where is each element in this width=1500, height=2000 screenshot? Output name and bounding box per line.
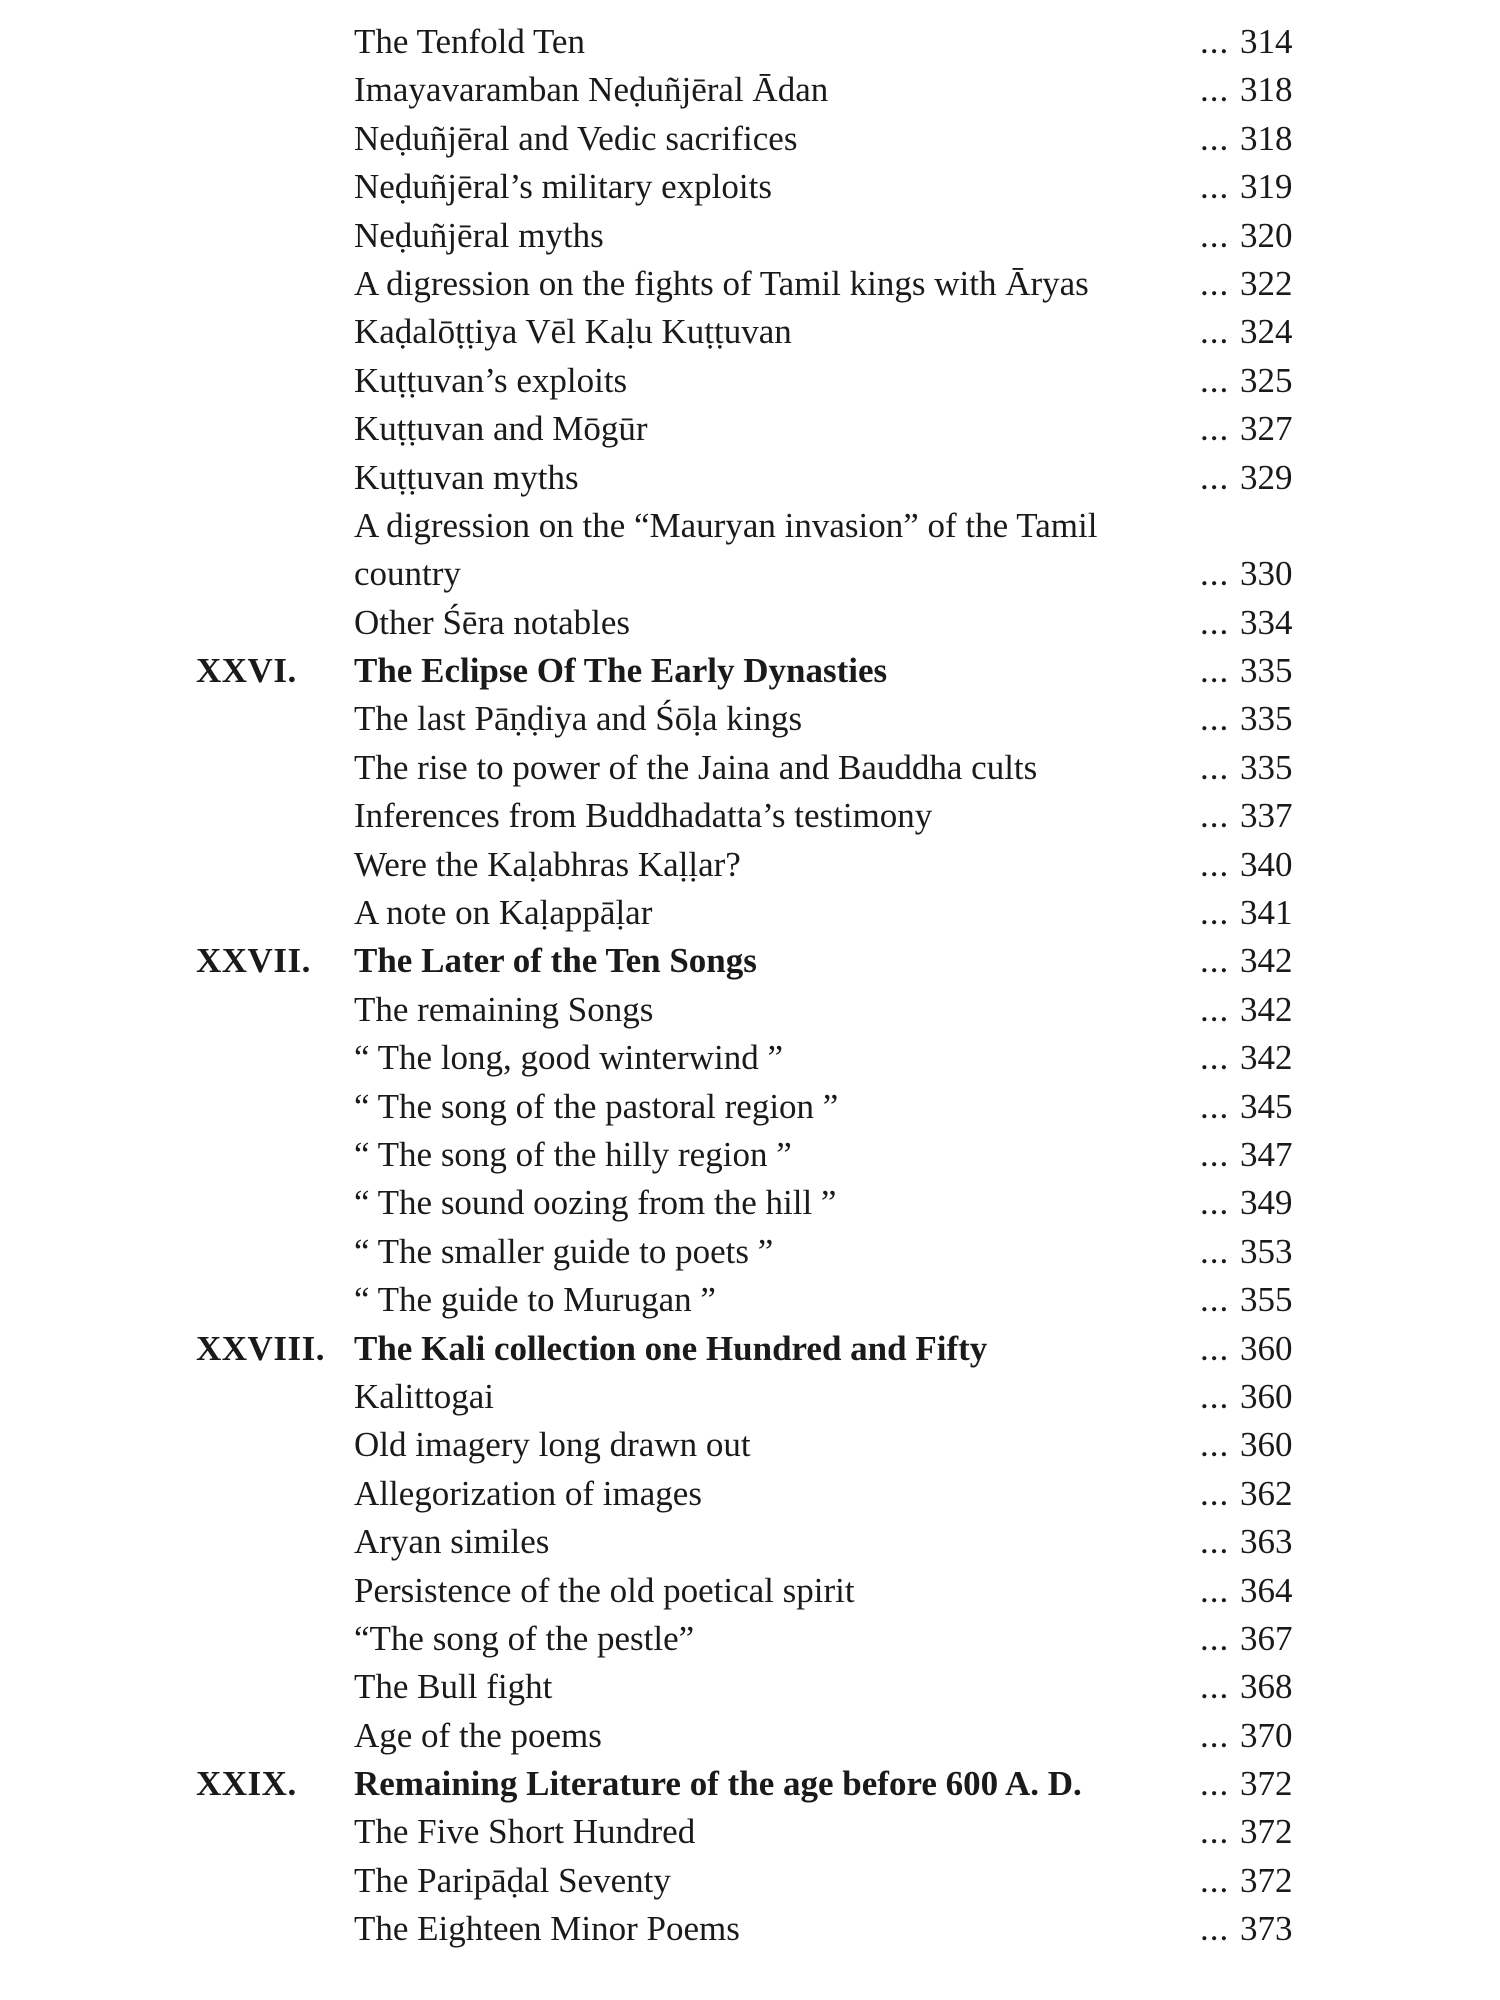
toc-entry-row bbox=[0, 502, 1500, 599]
section-title: Allegorization of images bbox=[354, 1473, 702, 1513]
page-ref bbox=[1200, 115, 1293, 163]
page-ref bbox=[1200, 1083, 1293, 1131]
dot-leader: ... bbox=[1200, 1764, 1230, 1804]
section-title: A digression on the fights of Tamil kings with Āryas bbox=[354, 263, 1089, 303]
section-title: Imayavaramban Neḍuñjēral Ādan bbox=[354, 70, 829, 110]
toc-entry-row bbox=[0, 1373, 1500, 1421]
section-title: Other Śēra notables bbox=[354, 602, 631, 642]
page-number: 320 bbox=[1240, 215, 1293, 255]
page-number: 368 bbox=[1240, 1667, 1293, 1707]
page-number: 335 bbox=[1240, 699, 1293, 739]
dot-leader: ... bbox=[1200, 167, 1230, 207]
toc-entry-row bbox=[0, 841, 1500, 889]
section-title: The remaining Songs bbox=[354, 989, 654, 1029]
toc-entry-row bbox=[0, 1712, 1500, 1760]
toc-entry-row bbox=[0, 1567, 1500, 1615]
page-number: 363 bbox=[1240, 1522, 1293, 1562]
section-title: Kalittogai bbox=[354, 1376, 494, 1416]
toc-entry-row bbox=[0, 599, 1500, 647]
page-ref bbox=[1200, 744, 1293, 792]
page-number: 325 bbox=[1240, 360, 1293, 400]
page-number: 360 bbox=[1240, 1425, 1293, 1465]
toc-entry-row bbox=[0, 986, 1500, 1034]
dot-leader: ... bbox=[1200, 70, 1230, 110]
dot-leader: ... bbox=[1200, 1667, 1230, 1707]
section-title: Kuṭṭuvan’s exploits bbox=[354, 360, 628, 400]
dot-leader: ... bbox=[1200, 1618, 1230, 1658]
chapter-heading-row bbox=[0, 937, 1500, 985]
page-number: 353 bbox=[1240, 1231, 1293, 1271]
dot-leader: ... bbox=[1200, 1038, 1230, 1078]
chapter-heading-row bbox=[0, 1325, 1500, 1373]
page-ref bbox=[1200, 599, 1293, 647]
page-number: 335 bbox=[1240, 651, 1293, 691]
toc-entry-row bbox=[0, 695, 1500, 743]
toc-entry-row bbox=[0, 260, 1500, 308]
toc-entry-row bbox=[0, 889, 1500, 937]
page-number: 329 bbox=[1240, 457, 1293, 497]
page-ref bbox=[1200, 1663, 1293, 1711]
page-ref bbox=[1200, 1760, 1293, 1808]
toc-entry-row bbox=[0, 308, 1500, 356]
page-number: 367 bbox=[1240, 1618, 1293, 1658]
dot-leader: ... bbox=[1200, 699, 1230, 739]
section-title: “The song of the pestle” bbox=[354, 1618, 695, 1658]
page-ref bbox=[1200, 405, 1293, 453]
page-number: 318 bbox=[1240, 70, 1293, 110]
page-number: 342 bbox=[1240, 989, 1293, 1029]
section-title: The last Pāṇḍiya and Śōḷa kings bbox=[354, 699, 803, 739]
section-title: “ The sound oozing from the hill ” bbox=[354, 1183, 837, 1223]
chapter-title: Remaining Literature of the age before 600 A. D. bbox=[354, 1764, 1082, 1804]
dot-leader: ... bbox=[1200, 554, 1230, 594]
page-number: 372 bbox=[1240, 1764, 1293, 1804]
page-ref bbox=[1200, 1034, 1293, 1082]
toc-entry-row bbox=[0, 1228, 1500, 1276]
section-title: The Paripāḍal Seventy bbox=[354, 1860, 671, 1900]
dot-leader: ... bbox=[1200, 844, 1230, 884]
page-number: 355 bbox=[1240, 1280, 1293, 1320]
page-number: 322 bbox=[1240, 263, 1293, 303]
section-title: Were the Kaḷabhras Kaḷḷar? bbox=[354, 844, 741, 884]
page-number: 314 bbox=[1240, 22, 1293, 61]
page-number: 324 bbox=[1240, 312, 1293, 352]
toc-entry-row bbox=[0, 1179, 1500, 1227]
page-number: 318 bbox=[1240, 118, 1293, 158]
section-title: Neḍuñjēral myths bbox=[354, 215, 604, 255]
chapter-number: XXIX. bbox=[196, 1764, 297, 1804]
page-number: 337 bbox=[1240, 796, 1293, 836]
page-number: 360 bbox=[1240, 1376, 1293, 1416]
dot-leader: ... bbox=[1200, 22, 1230, 61]
page-ref bbox=[1200, 695, 1293, 743]
section-title: Old imagery long drawn out bbox=[354, 1425, 751, 1465]
page-ref bbox=[1200, 1470, 1293, 1518]
toc-entry-row bbox=[0, 1131, 1500, 1179]
section-title: Neḍuñjēral and Vedic sacrifices bbox=[354, 118, 798, 158]
page-ref bbox=[1200, 1712, 1293, 1760]
toc-entry-row bbox=[0, 18, 1500, 66]
section-title: “ The smaller guide to poets ” bbox=[354, 1231, 774, 1271]
page-ref bbox=[1200, 260, 1293, 308]
page-ref bbox=[1200, 18, 1293, 66]
page-ref bbox=[1200, 1615, 1293, 1663]
page-ref bbox=[1200, 1421, 1293, 1469]
section-title: “ The song of the pastoral region ” bbox=[354, 1086, 839, 1126]
section-title: “ The guide to Murugan ” bbox=[354, 1280, 716, 1320]
page-number: 372 bbox=[1240, 1860, 1293, 1900]
toc-entry-row bbox=[0, 66, 1500, 114]
page-number: 335 bbox=[1240, 747, 1293, 787]
page-ref bbox=[1200, 1373, 1293, 1421]
dot-leader: ... bbox=[1200, 1280, 1230, 1320]
chapter-number: XXVI. bbox=[196, 651, 297, 691]
page-ref bbox=[1200, 550, 1293, 598]
dot-leader: ... bbox=[1200, 1328, 1230, 1368]
page-ref bbox=[1200, 889, 1293, 937]
page-number: 370 bbox=[1240, 1715, 1293, 1755]
toc-entry-row bbox=[0, 115, 1500, 163]
dot-leader: ... bbox=[1200, 215, 1230, 255]
page-ref bbox=[1200, 454, 1293, 502]
dot-leader: ... bbox=[1200, 747, 1230, 787]
chapter-title: The Later of the Ten Songs bbox=[354, 941, 757, 981]
toc-entry-row bbox=[0, 1470, 1500, 1518]
toc-entry-row bbox=[0, 1276, 1500, 1324]
dot-leader: ... bbox=[1200, 1909, 1230, 1949]
section-title: Kuṭṭuvan myths bbox=[354, 457, 579, 497]
dot-leader: ... bbox=[1200, 1473, 1230, 1513]
dot-leader: ... bbox=[1200, 409, 1230, 449]
page-number: 334 bbox=[1240, 602, 1293, 642]
page-number: 327 bbox=[1240, 409, 1293, 449]
dot-leader: ... bbox=[1200, 263, 1230, 303]
page-ref bbox=[1200, 357, 1293, 405]
page-ref bbox=[1200, 1857, 1293, 1905]
section-title: “ The song of the hilly region ” bbox=[354, 1135, 792, 1174]
dot-leader: ... bbox=[1200, 1231, 1230, 1271]
dot-leader: ... bbox=[1200, 1425, 1230, 1465]
dot-leader: ... bbox=[1200, 1135, 1230, 1174]
chapter-title: The Eclipse Of The Early Dynasties bbox=[354, 651, 888, 691]
dot-leader: ... bbox=[1200, 1812, 1230, 1852]
page-ref bbox=[1200, 1179, 1293, 1227]
page-number: 373 bbox=[1240, 1909, 1293, 1949]
dot-leader: ... bbox=[1200, 360, 1230, 400]
toc-entry-row bbox=[0, 1518, 1500, 1566]
page-number: 360 bbox=[1240, 1328, 1293, 1368]
section-title: Kuṭṭuvan and Mōgūr bbox=[354, 409, 648, 449]
toc-entry-row bbox=[0, 163, 1500, 211]
page-ref bbox=[1200, 647, 1293, 695]
toc-entry-row bbox=[0, 212, 1500, 260]
page-ref bbox=[1200, 1131, 1293, 1179]
page-number: 319 bbox=[1240, 167, 1293, 207]
page-ref bbox=[1200, 841, 1293, 889]
section-title: Inferences from Buddhadatta’s testimony bbox=[354, 796, 933, 836]
page-ref bbox=[1200, 1325, 1293, 1373]
page-ref bbox=[1200, 1567, 1293, 1615]
section-title: Neḍuñjēral’s military exploits bbox=[354, 167, 772, 207]
page-ref bbox=[1200, 308, 1293, 356]
page-ref bbox=[1200, 66, 1293, 114]
page-number: 340 bbox=[1240, 844, 1293, 884]
dot-leader: ... bbox=[1200, 1183, 1230, 1223]
dot-leader: ... bbox=[1200, 312, 1230, 352]
dot-leader: ... bbox=[1200, 1570, 1230, 1610]
toc-entry-row bbox=[0, 1421, 1500, 1469]
toc-entry-row bbox=[0, 1034, 1500, 1082]
toc-entry-row bbox=[0, 405, 1500, 453]
section-title: The Bull fight bbox=[354, 1667, 553, 1707]
chapter-number: XXVII. bbox=[196, 941, 311, 981]
page-number: 345 bbox=[1240, 1086, 1293, 1126]
section-title: A digression on the “Mauryan invasion” of the Tamil country bbox=[354, 505, 1098, 594]
dot-leader: ... bbox=[1200, 893, 1230, 933]
dot-leader: ... bbox=[1200, 1860, 1230, 1900]
page-number: 349 bbox=[1240, 1183, 1293, 1223]
page-ref bbox=[1200, 1808, 1293, 1856]
dot-leader: ... bbox=[1200, 457, 1230, 497]
toc-entry-row bbox=[0, 744, 1500, 792]
page-number: 341 bbox=[1240, 893, 1293, 933]
section-title: Kaḍalōṭṭiya Vēl Kaḷu Kuṭṭuvan bbox=[354, 312, 792, 352]
section-title: Persistence of the old poetical spirit bbox=[354, 1570, 855, 1610]
page-ref bbox=[1200, 212, 1293, 260]
page-ref bbox=[1200, 792, 1293, 840]
dot-leader: ... bbox=[1200, 1086, 1230, 1126]
toc-entry-row bbox=[0, 1615, 1500, 1663]
page-ref bbox=[1200, 986, 1293, 1034]
dot-leader: ... bbox=[1200, 1522, 1230, 1562]
page-number: 342 bbox=[1240, 941, 1293, 981]
chapter-heading-row bbox=[0, 647, 1500, 695]
chapter-title: The Kali collection one Hundred and Fifty bbox=[354, 1328, 988, 1368]
table-of-contents bbox=[0, 18, 1500, 1954]
toc-entry-row bbox=[0, 1663, 1500, 1711]
dot-leader: ... bbox=[1200, 796, 1230, 836]
dot-leader: ... bbox=[1200, 989, 1230, 1029]
toc-entry-row bbox=[0, 357, 1500, 405]
dot-leader: ... bbox=[1200, 118, 1230, 158]
section-title: The Tenfold Ten bbox=[354, 22, 585, 61]
section-title: A note on Kaḷappāḷar bbox=[354, 893, 653, 933]
dot-leader: ... bbox=[1200, 941, 1230, 981]
dot-leader: ... bbox=[1200, 602, 1230, 642]
toc-entry-row bbox=[0, 1808, 1500, 1856]
dot-leader: ... bbox=[1200, 651, 1230, 691]
page-number: 372 bbox=[1240, 1812, 1293, 1852]
toc-entry-row bbox=[0, 1857, 1500, 1905]
page-ref bbox=[1200, 937, 1293, 985]
page-ref bbox=[1200, 1276, 1293, 1324]
page-number: 364 bbox=[1240, 1570, 1293, 1610]
toc-entry-row bbox=[0, 792, 1500, 840]
section-title: The Five Short Hundred bbox=[354, 1812, 696, 1852]
toc-entry-row bbox=[0, 1905, 1500, 1953]
toc-entry-row bbox=[0, 454, 1500, 502]
dot-leader: ... bbox=[1200, 1376, 1230, 1416]
section-title: Age of the poems bbox=[354, 1715, 602, 1755]
section-title: The Eighteen Minor Poems bbox=[354, 1909, 740, 1949]
page-number: 342 bbox=[1240, 1038, 1293, 1078]
dot-leader: ... bbox=[1200, 1715, 1230, 1755]
page-number: 347 bbox=[1240, 1135, 1293, 1174]
chapter-heading-row bbox=[0, 1760, 1500, 1808]
page-ref bbox=[1200, 1905, 1293, 1953]
section-title: Aryan similes bbox=[354, 1522, 550, 1562]
section-title: The rise to power of the Jaina and Bauddha cults bbox=[354, 747, 1038, 787]
page-ref bbox=[1200, 1228, 1293, 1276]
section-title: “ The long, good winterwind ” bbox=[354, 1038, 783, 1078]
page-ref bbox=[1200, 163, 1293, 211]
page-number: 362 bbox=[1240, 1473, 1293, 1513]
chapter-number: XXVIII. bbox=[196, 1328, 325, 1368]
toc-entry-row bbox=[0, 1083, 1500, 1131]
page-ref bbox=[1200, 1518, 1293, 1566]
page-number: 330 bbox=[1240, 554, 1293, 594]
